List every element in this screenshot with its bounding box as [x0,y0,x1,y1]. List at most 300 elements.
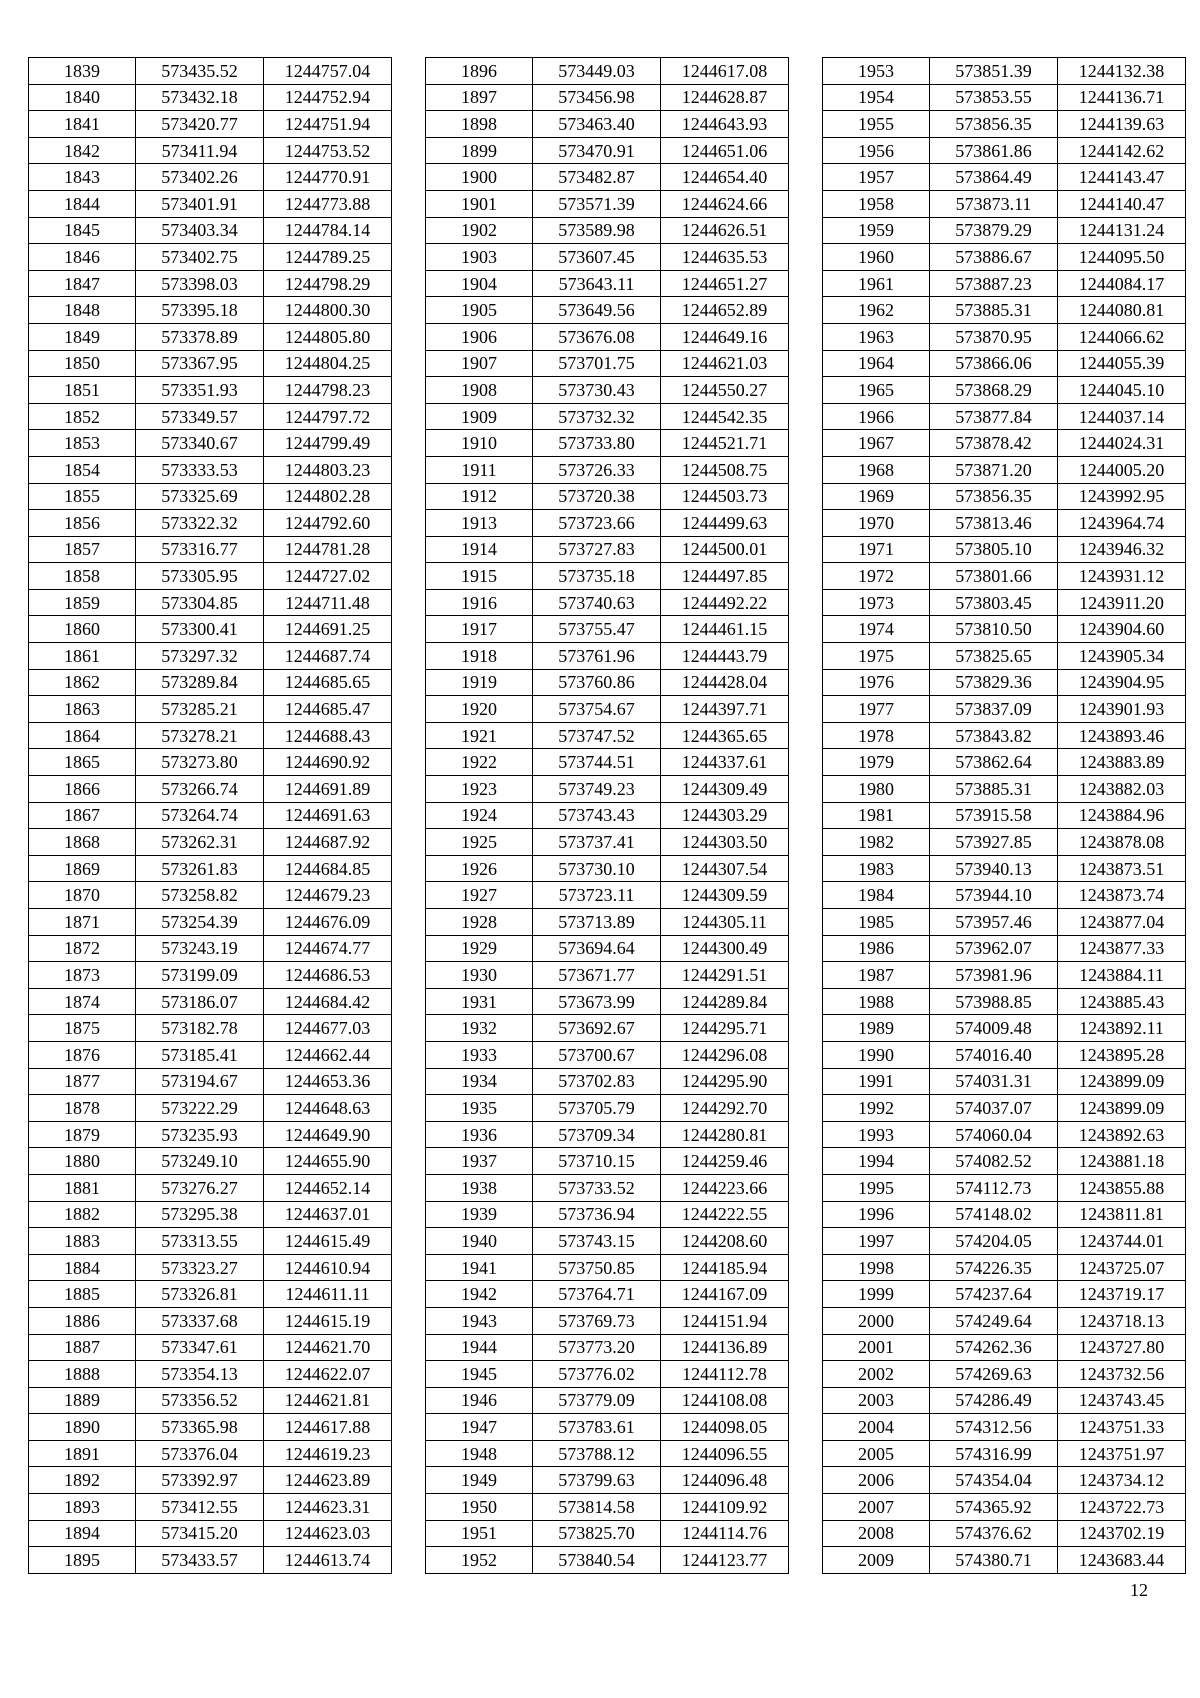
y-coordinate-cell: 1243946.32 [1058,536,1186,563]
y-coordinate-cell: 1243895.28 [1058,1041,1186,1068]
x-coordinate-cell: 573470.91 [533,137,661,164]
point-number-cell: 1895 [29,1547,136,1574]
y-coordinate-cell: 1244621.03 [661,350,789,377]
x-coordinate-cell: 573261.83 [136,855,264,882]
point-number-cell: 1917 [426,616,533,643]
point-number-cell: 1974 [823,616,930,643]
y-coordinate-cell: 1244291.51 [661,962,789,989]
point-number-cell: 1862 [29,669,136,696]
table-row [823,1015,1186,1042]
table-row [426,1068,789,1095]
table-row [823,270,1186,297]
point-number-cell: 1932 [426,1015,533,1042]
point-number-cell: 1852 [29,403,136,430]
table-row [823,510,1186,537]
y-coordinate-cell: 1243878.08 [1058,829,1186,856]
x-coordinate-cell: 574148.02 [930,1201,1058,1228]
point-number-cell: 1858 [29,563,136,590]
y-coordinate-cell: 1244185.94 [661,1254,789,1281]
y-coordinate-cell: 1244691.89 [264,776,392,803]
x-coordinate-cell: 573760.86 [533,669,661,696]
point-number-cell: 1876 [29,1041,136,1068]
table-row [426,1174,789,1201]
point-number-cell: 1850 [29,350,136,377]
x-coordinate-cell: 573449.03 [533,58,661,85]
table-row [823,1414,1186,1441]
table-row [29,377,392,404]
point-number-cell: 1905 [426,297,533,324]
table-row [426,722,789,749]
point-number-cell: 1954 [823,84,930,111]
y-coordinate-cell: 1244208.60 [661,1228,789,1255]
table-row [29,1307,392,1334]
table-row [823,1254,1186,1281]
y-coordinate-cell: 1244784.14 [264,217,392,244]
y-coordinate-cell: 1244800.30 [264,297,392,324]
table-row [29,882,392,909]
point-number-cell: 1851 [29,377,136,404]
table-row [823,1121,1186,1148]
x-coordinate-cell: 573401.91 [136,190,264,217]
y-coordinate-cell: 1244295.71 [661,1015,789,1042]
y-coordinate-cell: 1243734.12 [1058,1467,1186,1494]
y-coordinate-cell: 1243931.12 [1058,563,1186,590]
table-row [426,1041,789,1068]
y-coordinate-cell: 1244497.85 [661,563,789,590]
y-coordinate-cell: 1244617.08 [661,58,789,85]
point-number-cell: 1856 [29,510,136,537]
point-number-cell: 1891 [29,1440,136,1467]
x-coordinate-cell: 574269.63 [930,1361,1058,1388]
point-number-cell: 1922 [426,749,533,776]
table-row [823,1201,1186,1228]
y-coordinate-cell: 1244109.92 [661,1494,789,1521]
point-number-cell: 1907 [426,350,533,377]
x-coordinate-cell: 573837.09 [930,696,1058,723]
y-coordinate-cell: 1243873.51 [1058,855,1186,882]
table-row [823,1494,1186,1521]
table-row [823,1467,1186,1494]
x-coordinate-cell: 573870.95 [930,323,1058,350]
y-coordinate-cell: 1243905.34 [1058,643,1186,670]
x-coordinate-cell: 573607.45 [533,244,661,271]
point-number-cell: 1892 [29,1467,136,1494]
x-coordinate-cell: 573871.20 [930,456,1058,483]
y-coordinate-cell: 1244096.48 [661,1467,789,1494]
point-number-cell: 1933 [426,1041,533,1068]
point-number-cell: 1947 [426,1414,533,1441]
table-row [426,962,789,989]
point-number-cell: 1925 [426,829,533,856]
point-number-cell: 1900 [426,164,533,191]
point-number-cell: 1939 [426,1201,533,1228]
table-row [29,669,392,696]
y-coordinate-cell: 1244781.28 [264,536,392,563]
point-number-cell: 1993 [823,1121,930,1148]
y-coordinate-cell: 1244686.53 [264,962,392,989]
table-row [29,1254,392,1281]
y-coordinate-cell: 1243877.04 [1058,909,1186,936]
table-row [29,1520,392,1547]
x-coordinate-cell: 573886.67 [930,244,1058,271]
table-row [426,749,789,776]
table-row [29,802,392,829]
table-row [29,244,392,271]
x-coordinate-cell: 574380.71 [930,1547,1058,1574]
table-row [29,536,392,563]
point-number-cell: 1992 [823,1095,930,1122]
page-number: 12 [1130,1580,1148,1600]
y-coordinate-cell: 1243899.09 [1058,1095,1186,1122]
y-coordinate-cell: 1244443.79 [661,643,789,670]
x-coordinate-cell: 573843.82 [930,722,1058,749]
x-coordinate-cell: 573805.10 [930,536,1058,563]
x-coordinate-cell: 573194.67 [136,1068,264,1095]
table-row [426,696,789,723]
point-number-cell: 1937 [426,1148,533,1175]
point-number-cell: 1908 [426,377,533,404]
x-coordinate-cell: 573378.89 [136,323,264,350]
point-number-cell: 1931 [426,988,533,1015]
point-number-cell: 1903 [426,244,533,271]
y-coordinate-cell: 1244651.27 [661,270,789,297]
y-coordinate-cell: 1244623.31 [264,1494,392,1521]
point-number-cell: 2005 [823,1440,930,1467]
x-coordinate-cell: 573851.39 [930,58,1058,85]
point-number-cell: 1971 [823,536,930,563]
x-coordinate-cell: 573323.27 [136,1254,264,1281]
point-number-cell: 1872 [29,935,136,962]
point-number-cell: 1935 [426,1095,533,1122]
table-row [426,1547,789,1574]
x-coordinate-cell: 573733.52 [533,1174,661,1201]
y-coordinate-cell: 1243873.74 [1058,882,1186,909]
point-number-cell: 1923 [426,776,533,803]
x-coordinate-cell: 573873.11 [930,190,1058,217]
point-number-cell: 1841 [29,111,136,138]
table-row [426,1334,789,1361]
table-row [823,1440,1186,1467]
table-row [426,270,789,297]
table-row [29,776,392,803]
point-number-cell: 1890 [29,1414,136,1441]
y-coordinate-cell: 1244753.52 [264,137,392,164]
x-coordinate-cell: 573376.04 [136,1440,264,1467]
y-coordinate-cell: 1243811.81 [1058,1201,1186,1228]
table-row [823,563,1186,590]
x-coordinate-cell: 573927.85 [930,829,1058,856]
table-row [29,430,392,457]
table-row [426,1095,789,1122]
point-number-cell: 1969 [823,483,930,510]
y-coordinate-cell: 1244305.11 [661,909,789,936]
point-number-cell: 1972 [823,563,930,590]
table-row [29,456,392,483]
x-coordinate-cell: 573878.42 [930,430,1058,457]
y-coordinate-cell: 1244684.42 [264,988,392,1015]
table-row [29,164,392,191]
y-coordinate-cell: 1243718.13 [1058,1307,1186,1334]
point-number-cell: 1866 [29,776,136,803]
point-number-cell: 1839 [29,58,136,85]
point-number-cell: 1914 [426,536,533,563]
x-coordinate-cell: 573727.83 [533,536,661,563]
x-coordinate-cell: 573285.21 [136,696,264,723]
table-row [29,749,392,776]
x-coordinate-cell: 573694.64 [533,935,661,962]
x-coordinate-cell: 573340.67 [136,430,264,457]
point-number-cell: 1984 [823,882,930,909]
x-coordinate-cell: 573726.33 [533,456,661,483]
point-number-cell: 1885 [29,1281,136,1308]
table-row [426,456,789,483]
x-coordinate-cell: 573367.95 [136,350,264,377]
table-row [823,855,1186,882]
table-row [29,58,392,85]
y-coordinate-cell: 1244508.75 [661,456,789,483]
point-number-cell: 1983 [823,855,930,882]
point-number-cell: 1924 [426,802,533,829]
y-coordinate-cell: 1244080.81 [1058,297,1186,324]
y-coordinate-cell: 1244677.03 [264,1015,392,1042]
point-number-cell: 1946 [426,1387,533,1414]
table-row [823,1041,1186,1068]
point-number-cell: 1899 [426,137,533,164]
x-coordinate-cell: 573349.57 [136,403,264,430]
x-coordinate-cell: 573887.23 [930,270,1058,297]
point-number-cell: 1988 [823,988,930,1015]
point-number-cell: 1854 [29,456,136,483]
y-coordinate-cell: 1243892.11 [1058,1015,1186,1042]
table-row [426,643,789,670]
y-coordinate-cell: 1244142.62 [1058,137,1186,164]
x-coordinate-cell: 573856.35 [930,111,1058,138]
point-number-cell: 1975 [823,643,930,670]
y-coordinate-cell: 1244309.59 [661,882,789,909]
point-number-cell: 1973 [823,589,930,616]
x-coordinate-cell: 573415.20 [136,1520,264,1547]
y-coordinate-cell: 1244770.91 [264,164,392,191]
x-coordinate-cell: 573326.81 [136,1281,264,1308]
y-coordinate-cell: 1244688.43 [264,722,392,749]
x-coordinate-cell: 573313.55 [136,1228,264,1255]
y-coordinate-cell: 1244550.27 [661,377,789,404]
table-row [823,403,1186,430]
y-coordinate-cell: 1244684.85 [264,855,392,882]
table-row [426,217,789,244]
table-row [426,563,789,590]
point-number-cell: 1889 [29,1387,136,1414]
y-coordinate-cell: 1244711.48 [264,589,392,616]
point-number-cell: 1961 [823,270,930,297]
y-coordinate-cell: 1244055.39 [1058,350,1186,377]
x-coordinate-cell: 573395.18 [136,297,264,324]
point-number-cell: 1994 [823,1148,930,1175]
y-coordinate-cell: 1244615.49 [264,1228,392,1255]
table-row [823,962,1186,989]
x-coordinate-cell: 573589.98 [533,217,661,244]
x-coordinate-cell: 573861.86 [930,137,1058,164]
point-number-cell: 1864 [29,722,136,749]
y-coordinate-cell: 1244300.49 [661,935,789,962]
y-coordinate-cell: 1243743.45 [1058,1387,1186,1414]
point-number-cell: 1880 [29,1148,136,1175]
coordinate-table-3 [822,57,1186,1574]
y-coordinate-cell: 1244499.63 [661,510,789,537]
table-row [426,244,789,271]
y-coordinate-cell: 1244621.81 [264,1387,392,1414]
x-coordinate-cell: 573962.07 [930,935,1058,962]
x-coordinate-cell: 574316.99 [930,1440,1058,1467]
x-coordinate-cell: 573769.73 [533,1307,661,1334]
table-row [29,855,392,882]
point-number-cell: 1869 [29,855,136,882]
x-coordinate-cell: 573825.70 [533,1520,661,1547]
y-coordinate-cell: 1244798.29 [264,270,392,297]
point-number-cell: 1997 [823,1228,930,1255]
x-coordinate-cell: 573316.77 [136,536,264,563]
y-coordinate-cell: 1244024.31 [1058,430,1186,457]
x-coordinate-cell: 574354.04 [930,1467,1058,1494]
y-coordinate-cell: 1244652.89 [661,297,789,324]
table-row [29,111,392,138]
x-coordinate-cell: 573788.12 [533,1440,661,1467]
point-number-cell: 1884 [29,1254,136,1281]
point-number-cell: 1957 [823,164,930,191]
x-coordinate-cell: 574112.73 [930,1174,1058,1201]
y-coordinate-cell: 1244397.71 [661,696,789,723]
table-row [823,111,1186,138]
x-coordinate-cell: 573713.89 [533,909,661,936]
point-number-cell: 1936 [426,1121,533,1148]
table-row [823,935,1186,962]
y-coordinate-cell: 1244621.70 [264,1334,392,1361]
point-number-cell: 2008 [823,1520,930,1547]
table-row [426,1148,789,1175]
table-row [823,350,1186,377]
y-coordinate-cell: 1244337.61 [661,749,789,776]
table-row [823,1281,1186,1308]
y-coordinate-cell: 1244752.94 [264,84,392,111]
y-coordinate-cell: 1244139.63 [1058,111,1186,138]
y-coordinate-cell: 1243904.95 [1058,669,1186,696]
x-coordinate-cell: 573333.53 [136,456,264,483]
point-number-cell: 1865 [29,749,136,776]
y-coordinate-cell: 1244151.94 [661,1307,789,1334]
point-number-cell: 1951 [426,1520,533,1547]
point-number-cell: 2000 [823,1307,930,1334]
y-coordinate-cell: 1244503.73 [661,483,789,510]
y-coordinate-cell: 1244652.14 [264,1174,392,1201]
point-number-cell: 1956 [823,137,930,164]
x-coordinate-cell: 574037.07 [930,1095,1058,1122]
y-coordinate-cell: 1244691.25 [264,616,392,643]
table-row [29,1095,392,1122]
point-number-cell: 1928 [426,909,533,936]
y-coordinate-cell: 1244132.38 [1058,58,1186,85]
y-coordinate-cell: 1243992.95 [1058,483,1186,510]
table-row [29,403,392,430]
table-row [426,58,789,85]
x-coordinate-cell: 573266.74 [136,776,264,803]
point-number-cell: 1938 [426,1174,533,1201]
y-coordinate-cell: 1243732.56 [1058,1361,1186,1388]
table-row [29,1387,392,1414]
y-coordinate-cell: 1244037.14 [1058,403,1186,430]
point-number-cell: 1845 [29,217,136,244]
x-coordinate-cell: 573304.85 [136,589,264,616]
x-coordinate-cell: 573182.78 [136,1015,264,1042]
table-row [29,137,392,164]
y-coordinate-cell: 1244628.87 [661,84,789,111]
table-row [29,84,392,111]
x-coordinate-cell: 573856.35 [930,483,1058,510]
table-row [29,1467,392,1494]
point-number-cell: 1940 [426,1228,533,1255]
point-number-cell: 1945 [426,1361,533,1388]
point-number-cell: 1953 [823,58,930,85]
y-coordinate-cell: 1244626.51 [661,217,789,244]
point-number-cell: 1842 [29,137,136,164]
table-row [29,589,392,616]
y-coordinate-cell: 1243751.97 [1058,1440,1186,1467]
y-coordinate-cell: 1244649.90 [264,1121,392,1148]
table-row [29,217,392,244]
x-coordinate-cell: 573273.80 [136,749,264,776]
x-coordinate-cell: 573402.75 [136,244,264,271]
table-row [823,1174,1186,1201]
x-coordinate-cell: 573829.36 [930,669,1058,696]
point-number-cell: 1901 [426,190,533,217]
x-coordinate-cell: 573709.34 [533,1121,661,1148]
y-coordinate-cell: 1244005.20 [1058,456,1186,483]
x-coordinate-cell: 573755.47 [533,616,661,643]
point-number-cell: 1996 [823,1201,930,1228]
x-coordinate-cell: 574226.35 [930,1254,1058,1281]
x-coordinate-cell: 574237.64 [930,1281,1058,1308]
x-coordinate-cell: 573300.41 [136,616,264,643]
point-number-cell: 1893 [29,1494,136,1521]
table-row [29,616,392,643]
table-row [29,1121,392,1148]
y-coordinate-cell: 1244492.22 [661,589,789,616]
x-coordinate-cell: 573754.67 [533,696,661,723]
x-coordinate-cell: 573249.10 [136,1148,264,1175]
point-number-cell: 1998 [823,1254,930,1281]
table-row [823,190,1186,217]
y-coordinate-cell: 1244679.23 [264,882,392,909]
point-number-cell: 1999 [823,1281,930,1308]
y-coordinate-cell: 1244648.63 [264,1095,392,1122]
table-row [29,1228,392,1255]
y-coordinate-cell: 1244622.07 [264,1361,392,1388]
y-coordinate-cell: 1244799.49 [264,430,392,457]
table-row [823,1228,1186,1255]
point-number-cell: 1915 [426,563,533,590]
x-coordinate-cell: 573783.61 [533,1414,661,1441]
table-row [29,483,392,510]
x-coordinate-cell: 574009.48 [930,1015,1058,1042]
point-number-cell: 1981 [823,802,930,829]
table-row [823,802,1186,829]
y-coordinate-cell: 1244303.29 [661,802,789,829]
point-number-cell: 2002 [823,1361,930,1388]
table-row [426,377,789,404]
point-number-cell: 1878 [29,1095,136,1122]
x-coordinate-cell: 573944.10 [930,882,1058,909]
y-coordinate-cell: 1244136.71 [1058,84,1186,111]
table-row [823,1520,1186,1547]
